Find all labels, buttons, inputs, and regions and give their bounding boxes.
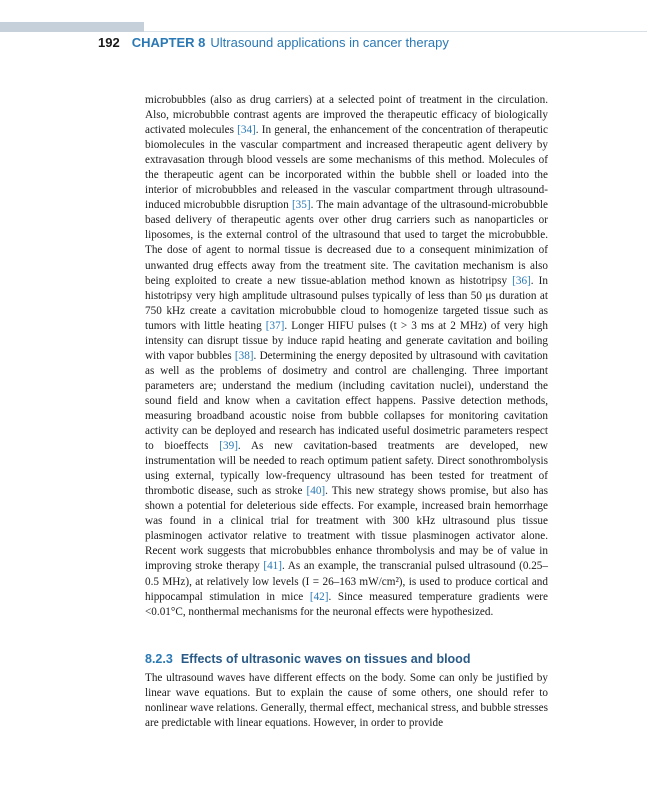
text-run: . Longer HIFU pulses (t > 3 ms at 2 MHz) of very high intensity can disrupt tissue by induce rapid heating and generate cavitation and boiling with vapor bubbles xyxy=(145,319,548,362)
citation-link[interactable]: [34] xyxy=(237,124,256,137)
citation-link[interactable]: [41] xyxy=(263,560,282,573)
citation-link[interactable]: [35] xyxy=(291,199,311,212)
section-number: 8.2.3 xyxy=(145,652,173,666)
text-run: . In histotripsy very high amplitude ultrasound pulses typically of less than 50 μs duration at 750 kHz create a cavitation microbubble cloud to homogenize targeted tissue such as tumors with little heating xyxy=(145,274,548,332)
body-paragraph-1 xyxy=(145,93,548,620)
page-number: 192 xyxy=(98,35,120,50)
citation-link[interactable]: [38] xyxy=(234,349,254,362)
text-run: . Since measured temperature gradients were <0.01°C, nonthermal mechanisms for the neuronal effects were hypothesized. xyxy=(145,590,548,618)
section-title: Effects of ultrasonic waves on tissues and blood xyxy=(180,652,471,666)
running-head xyxy=(98,35,449,51)
text-run: microbubbles (also as drug carriers) at a selected point of treatment in the circulation. Also, microbubble contrast agents are improved the therapeutic efficacy of biologically activated molecules xyxy=(145,94,548,137)
paragraph xyxy=(145,93,548,620)
chapter-title: Ultrasound applications in cancer therapy xyxy=(210,35,449,50)
text-run: . In general, the enhancement of the concentration of therapeutic biomolecules in the vascular compartment and increased therapeutic agent delivery by extravasation through blood vessels are some mechanisms of this method. Molecules of the therapeutic agent can be incorporated within the bubble shell or loaded into the interior of microbubbles and released in the vascular compartment through ultrasound-induced microbubble disruption xyxy=(145,124,548,212)
body-paragraph-2 xyxy=(145,671,548,731)
citation-link[interactable]: [42] xyxy=(309,590,329,603)
citation-link[interactable]: [39] xyxy=(219,440,238,453)
section-heading xyxy=(145,651,555,667)
text-run: . The main advantage of the ultrasound-microbubble based delivery of therapeutic agents over other drug carriers such as nanoparticles or liposomes, is the external control of the ultrasound that used to target the microbubble. The dose of agent to normal tissue is decreased due to a consequent minimization of unwanted drug effects away from the treatment site. The cavitation mechanism is also being exploited to create a new tissue-ablation method known as histotripsy xyxy=(145,199,548,287)
text-run: . This new strategy shows promise, but also has shown a potential for deleterious side effects. For example, increased brain hemorrhage was found in a clinical trial for treatment with 300 kHz ultrasound plus tissue plasminogen activator relative to treatment with tissue plasminogen activator alone. Recent work suggests that microbubbles enhance thrombolysis and may be of value in improving stroke therapy xyxy=(145,485,548,573)
text-run: . Determining the energy deposited by ultrasound with cavitation as well as the problems of dosimetry and control are challenging. Three important parameters are; understand the medium (including cavitation nuclei), understand the sound field and know when a cavitation effect happens. Passive detection methods, measuring broadband acoustic noise from bubble collapses for monitoring cavitation activity can be deployed and research has indicated useful dosimetric parameters respect to bioeffects xyxy=(145,349,548,453)
chapter-label: CHAPTER 8 xyxy=(131,35,206,50)
citation-link[interactable]: [40] xyxy=(306,485,326,498)
header-color-bar xyxy=(0,22,144,32)
text-run: . As an example, the transcranial pulsed ultrasound (0.25–0.5 MHz), at relatively low levels (I = 26–163 mW/cm²), is used to produce cortical and hippocampal stimulation in mice xyxy=(145,560,548,603)
header-rule xyxy=(144,31,647,32)
paragraph: The ultrasound waves have different effects on the body. Some can only be justified by linear wave equations. But to explain the cause of some others, one should refer to nonlinear wave relations. Generally, thermal effect, mechanical stress, and bubble stresses are predictable with linear equations. However, in order to provide xyxy=(145,672,548,730)
text-run: . As new cavitation-based treatments are developed, new instrumentation will be needed to reach optimum patient safety. Direct sonothrombolysis using external, typically low-frequency ultrasound has been tested for treatment of thrombotic disease, such as stroke xyxy=(145,440,548,498)
citation-link[interactable]: [36] xyxy=(512,274,531,287)
citation-link[interactable]: [37] xyxy=(265,319,285,332)
